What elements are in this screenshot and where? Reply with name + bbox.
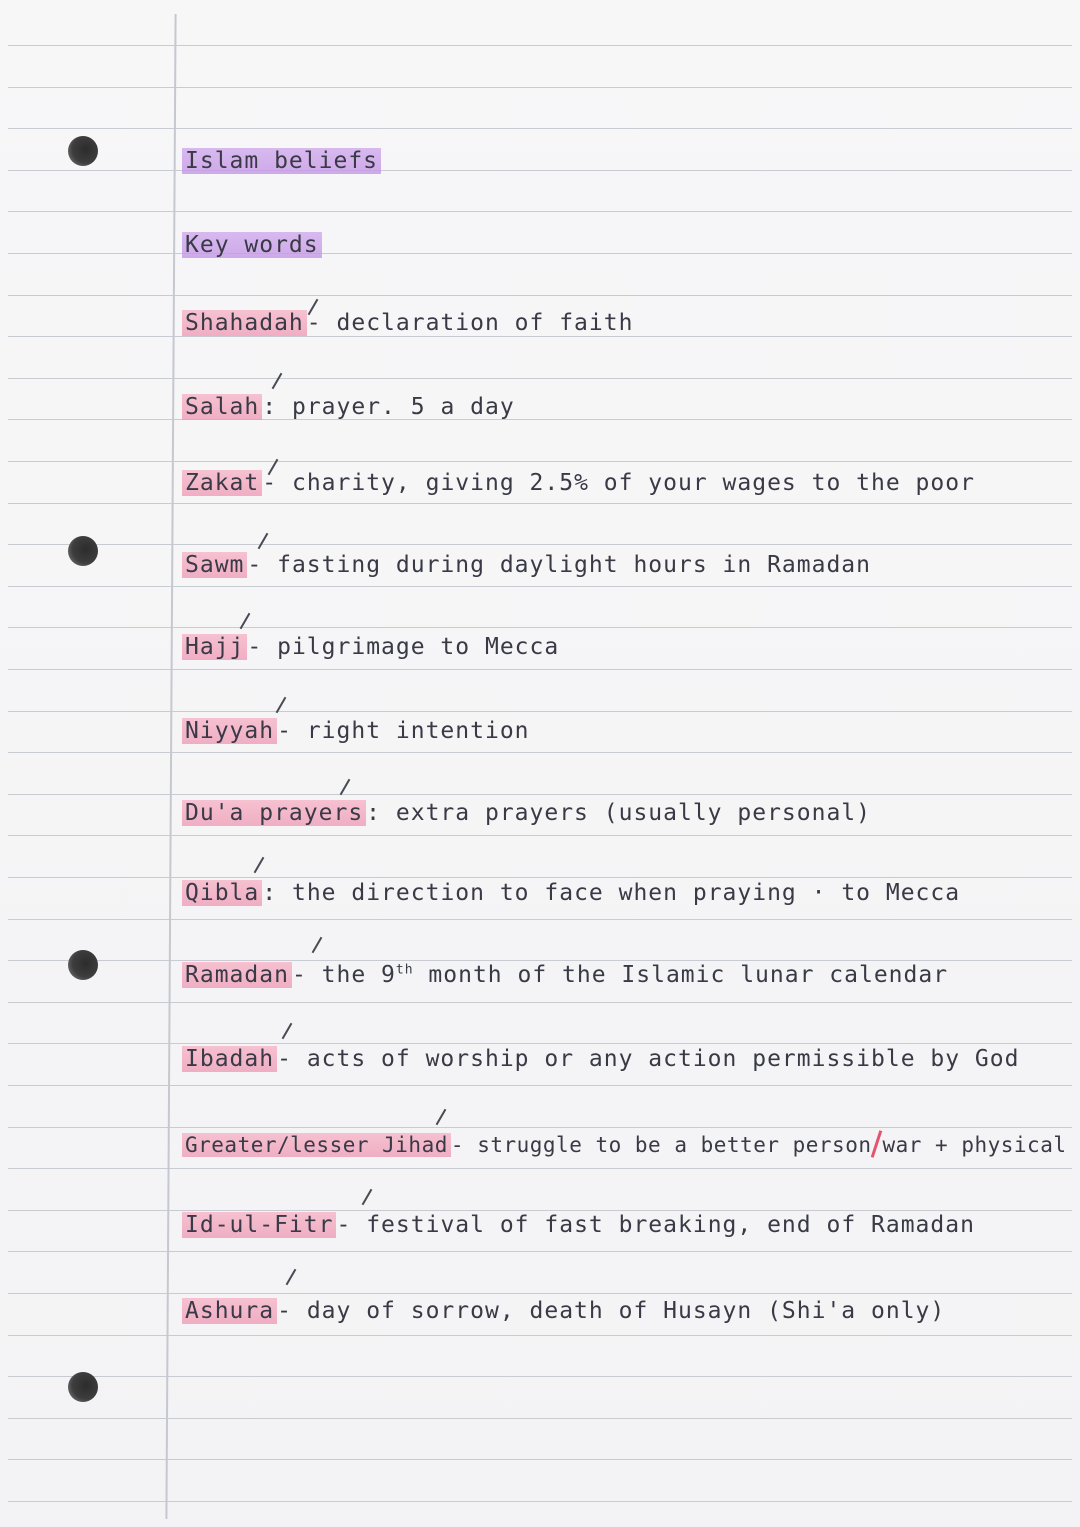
divider-slash [871,1130,883,1158]
entry-separator: - [306,310,322,336]
entry-term: Du'a prayers [182,800,366,826]
ruled-line [8,461,1072,462]
entry-definition: declaration of faith [336,310,634,336]
ruled-line [8,419,1072,420]
entry-term: Zakat [182,470,262,496]
entry-hajj [182,634,559,660]
entry-separator: - [277,1046,292,1072]
ruled-line [8,1501,1072,1502]
entry-separator: : [262,880,278,906]
entry-jihad [182,1130,1067,1158]
entry-separator: - [277,718,292,744]
ordinal-suffix: th [395,962,414,978]
entry-definition: the 9 [321,962,396,988]
entry-separator: - [291,962,307,988]
entry-definition-rest: month of the Islamic lunar calendar [413,962,949,988]
title-text: Islam beliefs [182,148,381,174]
entry-term: Shahadah [182,310,307,336]
entry-separator: : [366,800,382,826]
entry-term: Id-ul-Fitr [182,1212,336,1238]
entry-definition: right intention [306,718,530,744]
punch-hole [68,136,98,166]
page-title [182,148,381,174]
entry-ibadah [182,1046,1019,1072]
entry-definition: festival of fast breaking, end of Ramadan [366,1212,975,1238]
ruled-line [8,211,1072,212]
ruled-line [8,835,1072,836]
ruled-line [8,170,1072,171]
entry-term: Ibadah [182,1046,277,1072]
entry-definition: day of sorrow, death of Husayn (Shi'a only) [306,1298,946,1324]
entry-definition: acts of worship or any action permissible by God [306,1046,1020,1072]
page-subtitle [182,232,322,258]
entry-separator: : [262,394,278,420]
ruled-line [8,794,1072,795]
entry-term: Ashura [182,1298,277,1324]
ruled-line [8,128,1072,129]
entry-separator: - [450,1133,465,1157]
ruled-line [8,544,1072,545]
entry-term: Salah [182,394,262,420]
entry-definition: fasting during daylight hours in Ramadan [277,552,871,578]
entry-separator: - [247,552,263,578]
punch-hole [68,536,98,566]
ruled-line [8,877,1072,878]
entry-separator: - [247,634,263,660]
ruled-line [8,503,1072,504]
ruled-line [8,87,1072,88]
entry-definition: pilgrimage to Mecca [277,634,560,660]
ruled-line [8,919,1072,920]
ruled-line [8,586,1072,587]
entry-salah [182,394,515,420]
entry-sawm [182,552,871,578]
ruled-line [8,295,1072,296]
ruled-line [8,711,1072,712]
entry-definition: struggle to be a better person [477,1133,872,1157]
punch-hole [68,950,98,980]
ruled-line [8,45,1072,46]
ruled-line [8,669,1072,670]
entry-qibla [182,880,960,906]
entry-ramadan [182,962,948,988]
punch-hole [68,1372,98,1402]
entry-zakat [182,470,975,496]
entry-dua [182,800,871,826]
entry-definition: the direction to face when praying · to Mecca [291,880,961,906]
entry-term: Sawm [182,552,247,578]
entry-term: Qibla [182,880,262,906]
entry-shahadah [182,310,633,336]
entry-term: Ramadan [182,962,292,988]
entry-separator: - [336,1212,352,1238]
ruled-line [8,752,1072,753]
entry-id-ul-fitr [182,1212,975,1238]
entry-definition: charity, giving 2.5% of your wages to the poor [291,470,975,496]
ruled-line [8,378,1072,379]
ruled-line [8,336,1072,337]
entry-definition: extra prayers (usually personal) [395,800,871,826]
ruled-line [8,960,1072,961]
entry-term: Hajj [182,634,247,660]
entry-ashura [182,1298,945,1324]
entry-separator: - [262,470,278,496]
entry-term: Niyyah [182,718,277,744]
entry-term: Greater/lesser Jihad [182,1133,451,1157]
entry-separator: - [277,1298,292,1324]
ruled-line [8,627,1072,628]
entry-definition: prayer. 5 a day [291,394,515,420]
entry-definition-extra: war + physical [882,1133,1067,1157]
entry-niyyah [182,718,530,744]
subtitle-text: Key words [182,232,322,258]
ruled-line [8,253,1072,254]
